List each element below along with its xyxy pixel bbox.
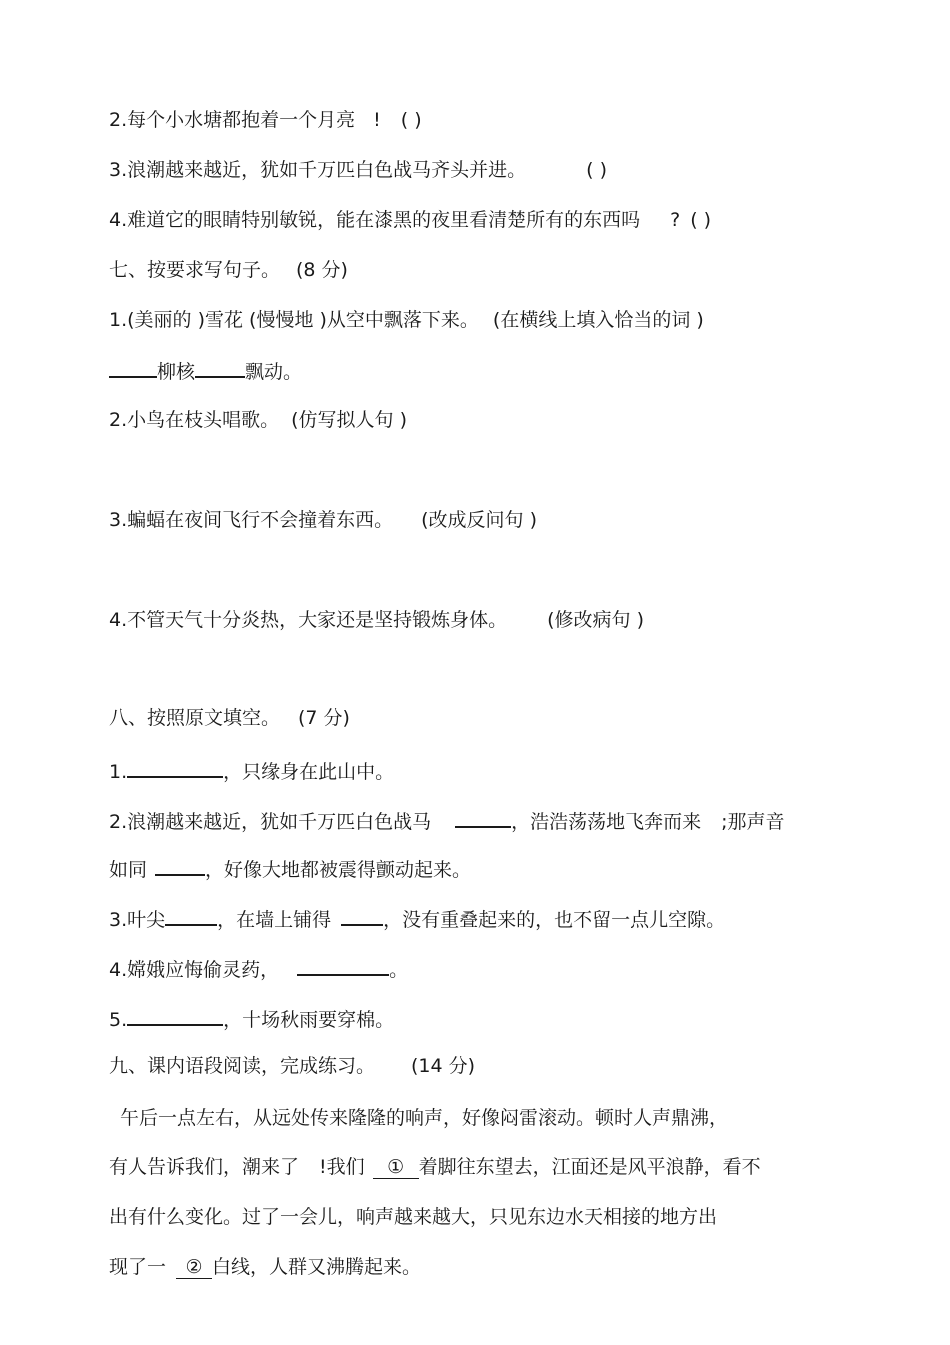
reading-passage-line-4 bbox=[109, 1255, 421, 1279]
question-7-2 bbox=[109, 408, 407, 432]
question-text: ，浩浩荡荡地飞奔而来 bbox=[511, 811, 702, 833]
question-text: ，好像大地都被震得颤动起来。 bbox=[205, 859, 472, 881]
answer-text: 柳核 bbox=[157, 361, 196, 383]
question-prefix: 1. bbox=[109, 761, 128, 783]
fill-blank[interactable] bbox=[195, 358, 245, 378]
question-text: 4.不管天气十分炎热，大家还是坚持锻炼身体。 bbox=[109, 609, 508, 631]
fill-blank[interactable] bbox=[155, 856, 205, 876]
question-6-2 bbox=[109, 108, 422, 132]
question-prefix: 如同 bbox=[109, 859, 148, 881]
question-text: 3.蝙蝠在夜间飞行不会撞着东西。 bbox=[109, 509, 394, 531]
question-7-3 bbox=[109, 508, 537, 532]
section-title: 九、课内语段阅读，完成练习。 bbox=[109, 1055, 376, 1077]
question-text-end: ;那声音 bbox=[721, 811, 785, 833]
reading-passage-line-2 bbox=[109, 1155, 761, 1179]
question-text: ，在墙上铺得 bbox=[217, 909, 332, 931]
question-prefix: 2.浪潮越来越近，犹如千万匹白色战马 bbox=[109, 811, 432, 833]
question-instruction: (仿写拟人句 ) bbox=[291, 409, 408, 431]
answer-paren: ( ) bbox=[400, 109, 422, 131]
question-prefix: 5. bbox=[109, 1009, 128, 1031]
fill-blank[interactable] bbox=[341, 906, 383, 926]
reading-passage-line-3 bbox=[109, 1205, 717, 1229]
blank-marker-2[interactable]: ② bbox=[176, 1256, 212, 1279]
fill-blank[interactable] bbox=[127, 758, 223, 778]
question-text: 4.难道它的眼睛特别敏锐，能在漆黑的夜里看清楚所有的东西吗 bbox=[109, 209, 641, 231]
question-prefix: 3.叶尖 bbox=[109, 909, 166, 931]
question-mark: ? bbox=[670, 209, 681, 231]
section-points: (7 分) bbox=[298, 707, 350, 729]
answer-paren: ( ) bbox=[586, 159, 608, 181]
section-title: 八、按照原文填空。 bbox=[109, 707, 281, 729]
question-text: ，十场秋雨要穿棉。 bbox=[223, 1009, 395, 1031]
passage-text: 出有什么变化。过了一会儿，响声越来越大，只见东边水天相接的地方出 bbox=[109, 1206, 718, 1228]
question-6-4 bbox=[109, 208, 711, 232]
question-text: ，只缘身在此山中。 bbox=[223, 761, 395, 783]
question-prefix: 4.嫦娥应悔偷灵药， bbox=[109, 959, 280, 981]
question-text-end: ，没有重叠起来的，也不留一点儿空隙。 bbox=[383, 909, 726, 931]
section-title: 七、按要求写句子。 bbox=[109, 259, 281, 281]
question-8-3 bbox=[109, 906, 725, 932]
passage-text: !我们 bbox=[319, 1156, 365, 1178]
question-instruction: (改成反问句 ) bbox=[421, 509, 538, 531]
question-8-5 bbox=[109, 1006, 394, 1032]
passage-text: 有人告诉我们，潮来了 bbox=[109, 1156, 300, 1178]
question-instruction: (在横线上填入恰当的词 ) bbox=[492, 309, 704, 331]
question-text-end: 。 bbox=[389, 959, 409, 981]
fill-blank[interactable] bbox=[297, 956, 389, 976]
passage-text: 着脚往东望去，江面还是风平浪静，看不 bbox=[418, 1156, 761, 1178]
fill-blank[interactable] bbox=[109, 358, 157, 378]
question-text: 3.浪潮越来越近，犹如千万匹白色战马齐头并进。 bbox=[109, 159, 527, 181]
fill-blank[interactable] bbox=[165, 906, 217, 926]
question-7-4 bbox=[109, 608, 644, 632]
section-points: (14 分) bbox=[411, 1055, 476, 1077]
fill-blank[interactable] bbox=[455, 808, 511, 828]
section-8-heading bbox=[109, 706, 350, 730]
passage-text: 白线，人群又沸腾起来。 bbox=[212, 1256, 422, 1278]
question-8-1 bbox=[109, 758, 394, 784]
blank-marker-1[interactable]: ① bbox=[373, 1156, 419, 1179]
answer-paren: ( ) bbox=[690, 209, 712, 231]
question-text: 2.小鸟在枝头唱歌。 bbox=[109, 409, 280, 431]
question-6-3 bbox=[109, 158, 607, 182]
question-7-1-answer bbox=[109, 358, 302, 384]
fill-blank[interactable] bbox=[127, 1006, 223, 1026]
question-8-2-continued bbox=[109, 856, 471, 882]
question-instruction: (修改病句 ) bbox=[547, 609, 645, 631]
passage-text: 午后一点左右，从远处传来隆隆的响声，好像闷雷滚动。顿时人声鼎沸， bbox=[120, 1107, 729, 1129]
question-7-1 bbox=[109, 308, 704, 332]
section-points: (8 分) bbox=[296, 259, 348, 281]
section-9-heading bbox=[109, 1054, 475, 1078]
question-8-2 bbox=[109, 808, 785, 834]
exclamation-mark: ! bbox=[373, 109, 381, 131]
question-8-4 bbox=[109, 956, 408, 982]
reading-passage-line-1 bbox=[120, 1106, 728, 1130]
section-7-heading bbox=[109, 258, 348, 282]
passage-text: 现了一 bbox=[109, 1256, 167, 1278]
answer-text: 飘动。 bbox=[245, 361, 303, 383]
question-text: 2.每个小水塘都抱着一个月亮 bbox=[109, 109, 356, 131]
question-text: 1.(美丽的 )雪花 (慢慢地 )从空中飘落下来。 bbox=[109, 309, 479, 331]
